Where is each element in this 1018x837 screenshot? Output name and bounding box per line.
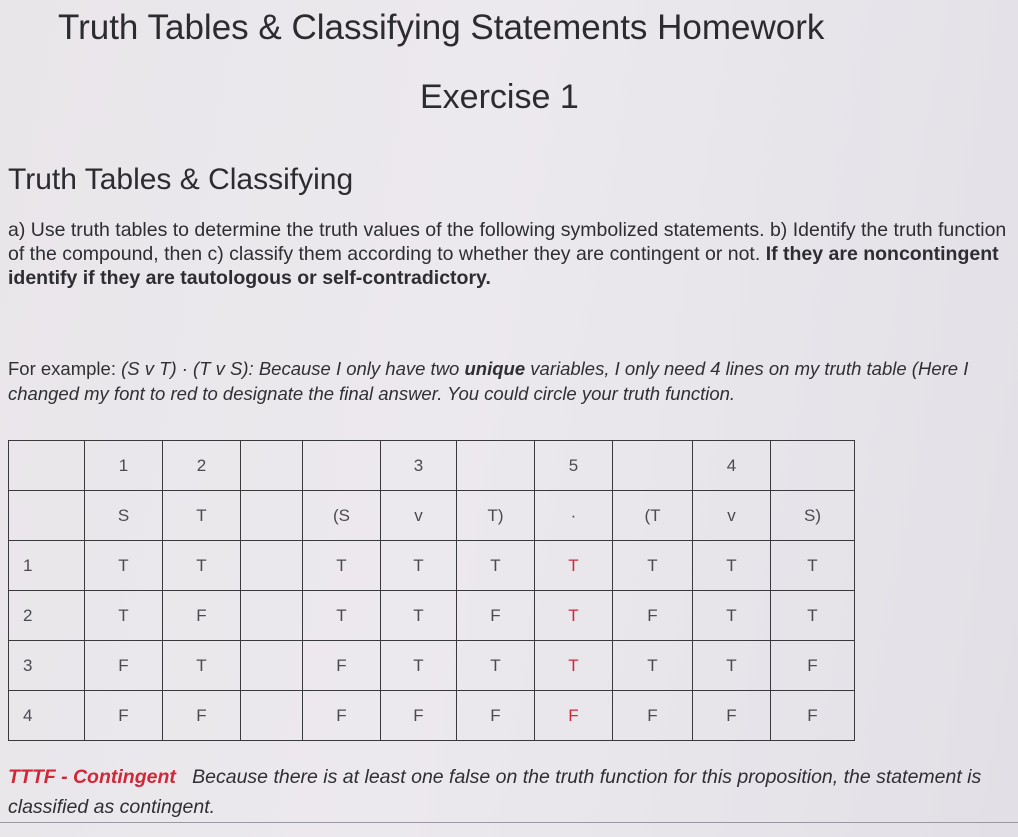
conclusion-text: Because there is at least one false on the truth function for this proposition, the statement is classified as contingent. [8, 766, 982, 818]
table-header-row-cell-6: T) [457, 491, 535, 541]
table-row-4 [9, 691, 855, 741]
table-row-4-cell-4: F [303, 691, 381, 741]
table-number-row-cell-10 [771, 441, 855, 491]
table-number-row-cell-7: 5 [535, 441, 613, 491]
table-row-2-cell-8: F [613, 591, 693, 641]
table-row-2-cell-1: T [85, 591, 163, 641]
table-row-1-cell-8: T [613, 541, 693, 591]
table-number-row-cell-6 [457, 441, 535, 491]
conclusion [8, 762, 1013, 822]
table-row-3-cell-1: F [85, 641, 163, 691]
table-row-4-cell-2: F [163, 691, 241, 741]
table-row-1-cell-1: T [85, 541, 163, 591]
table-row-3-cell-5: T [381, 641, 457, 691]
table-header-row-cell-0 [9, 491, 85, 541]
table-row-3-cell-6: T [457, 641, 535, 691]
table-row-1-cell-9: T [693, 541, 771, 591]
table-number-row-cell-9: 4 [693, 441, 771, 491]
table-row-3-cell-0: 3 [9, 641, 85, 691]
page-divider [0, 822, 1018, 823]
table-row-1-cell-3 [241, 541, 303, 591]
table-row-3-cell-9: T [693, 641, 771, 691]
example-paragraph [8, 356, 1008, 406]
truth-function-answer: TTTF - Contingent [8, 766, 176, 788]
example-statement: (S v T) · (T v S): [121, 358, 254, 379]
table-number-row-cell-0 [9, 441, 85, 491]
instructions-paragraph [8, 218, 1008, 290]
table-row-1-cell-7: T [535, 541, 613, 591]
table-row-2 [9, 591, 855, 641]
table-row-3-cell-8: T [613, 641, 693, 691]
table-number-row-cell-8 [613, 441, 693, 491]
table-row-1-cell-5: T [381, 541, 457, 591]
table-row-4-cell-5: F [381, 691, 457, 741]
section-heading: Truth Tables & Classifying [8, 163, 354, 196]
table-header-row-cell-9: v [693, 491, 771, 541]
table-row-2-cell-10: T [771, 591, 855, 641]
table-number-row-cell-3 [241, 441, 303, 491]
table-row-1-cell-4: T [303, 541, 381, 591]
truth-table [8, 440, 855, 741]
table-number-row-cell-2: 2 [163, 441, 241, 491]
table-row-2-cell-7: T [535, 591, 613, 641]
example-unique-word: unique [464, 358, 526, 379]
example-text-1: Because I only have two [258, 358, 460, 379]
table-row-3-cell-10: F [771, 641, 855, 691]
table-header-row-cell-3 [241, 491, 303, 541]
table-row-4-cell-1: F [85, 691, 163, 741]
table-row-4-cell-0: 4 [9, 691, 85, 741]
table-row-3-cell-3 [241, 641, 303, 691]
table-row-1-cell-10: T [771, 541, 855, 591]
table-header-row-cell-8: (T [613, 491, 693, 541]
table-header-row-cell-2: T [163, 491, 241, 541]
table-row-2-cell-3 [241, 591, 303, 641]
table-row-3-cell-7: T [535, 641, 613, 691]
table-number-row-cell-5: 3 [381, 441, 457, 491]
table-header-row-cell-1: S [85, 491, 163, 541]
table-row-4-cell-6: F [457, 691, 535, 741]
table-row-4-cell-7: F [535, 691, 613, 741]
table-row-2-cell-5: T [381, 591, 457, 641]
table-number-row-cell-1: 1 [85, 441, 163, 491]
table-header-row-cell-5: v [381, 491, 457, 541]
document-title: Truth Tables & Classifying Statements Homework [58, 8, 825, 47]
table-row-3-cell-2: T [163, 641, 241, 691]
table-row-2-cell-9: T [693, 591, 771, 641]
table-header-row-cell-10: S) [771, 491, 855, 541]
table-row-4-cell-3 [241, 691, 303, 741]
table-row-1 [9, 541, 855, 591]
table-header-row-cell-7: · [535, 491, 613, 541]
table-number-row [9, 441, 855, 491]
table-row-3 [9, 641, 855, 691]
example-text-2: variables, I only need 4 lines on my truth table (Here I changed my font to red to designate the final answer. You could circle your truth function. [8, 358, 969, 404]
table-row-4-cell-9: F [693, 691, 771, 741]
example-prefix: For example: [8, 358, 116, 379]
table-row-2-cell-4: T [303, 591, 381, 641]
instructions-text: a) Use truth tables to determine the truth values of the following symbolized statements. b) Identify the truth function of the compound, then c) classify them according to whether they are contingent or not. [8, 219, 1007, 265]
table-header-row-cell-4: (S [303, 491, 381, 541]
table-number-row-cell-4 [303, 441, 381, 491]
table-row-3-cell-4: F [303, 641, 381, 691]
table-row-2-cell-0: 2 [9, 591, 85, 641]
table-row-1-cell-2: T [163, 541, 241, 591]
instructions-bold-text: If they are noncontingent identify if they are tautologous or self-contradictory. [8, 243, 999, 289]
table-header-row [9, 491, 855, 541]
table-row-1-cell-0: 1 [9, 541, 85, 591]
exercise-heading: Exercise 1 [420, 78, 579, 116]
table-row-2-cell-6: F [457, 591, 535, 641]
table-row-2-cell-2: F [163, 591, 241, 641]
table-row-1-cell-6: T [457, 541, 535, 591]
table-row-4-cell-10: F [771, 691, 855, 741]
table-row-4-cell-8: F [613, 691, 693, 741]
